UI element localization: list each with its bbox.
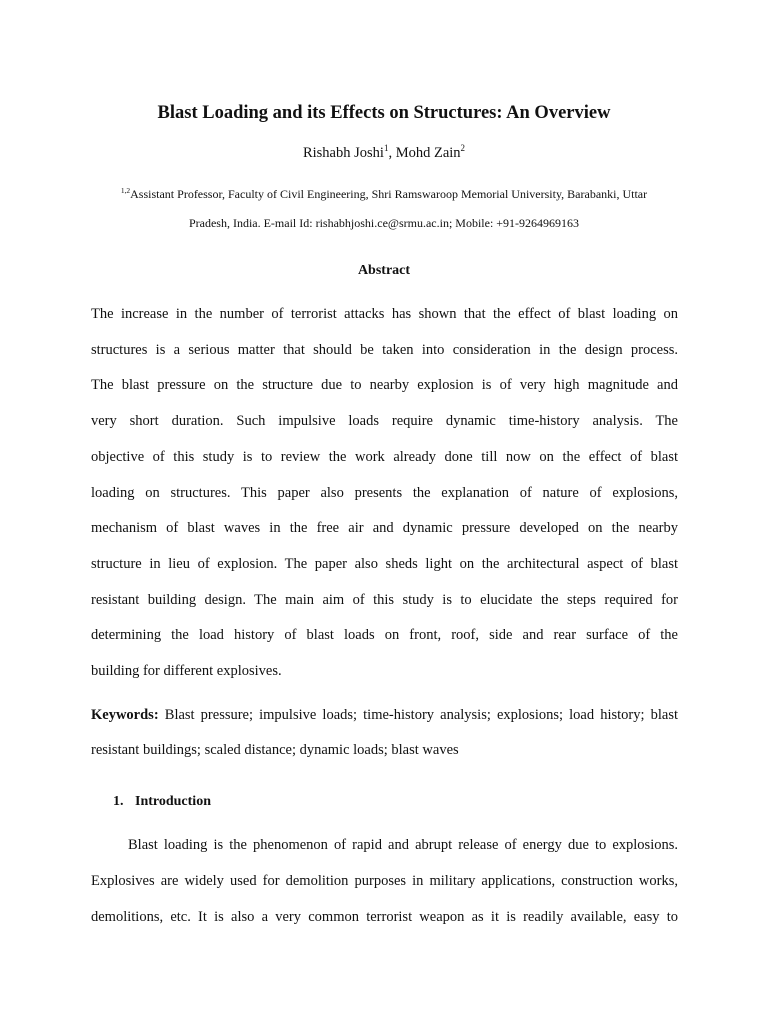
author-line [0,143,768,163]
abstract-line: The blast pressure on the structure due to nearby explosion is of very high magnitude and [91,377,678,393]
author-affiliation-mark: 2 [460,143,466,154]
body-line: demolitions, etc. It is also a very common terrorist weapon as it is readily available, easy to [91,909,678,925]
abstract-line: The increase in the number of terrorist attacks has shown that the effect of blast loading on [91,306,678,322]
paper-title: Blast Loading and its Effects on Structures: An Overview [157,103,611,123]
abstract-heading: Abstract [357,263,411,278]
author-name: Rishabh Joshi [302,145,384,161]
abstract-line: structure in lieu of explosion. The paper also sheds light on the architectural aspect of blast [91,556,678,572]
abstract-line: very short duration. Such impulsive loads require dynamic time-history analysis. The [91,413,678,429]
affiliation-line: Pradesh, India. E-mail Id: rishabhjoshi.ce@srmu.ac.in; Mobile: +91-9264969163 [188,216,580,230]
abstract-line: objective of this study is to review the work already done till now on the effect of blast [91,449,678,465]
section-number: 1. [113,794,124,809]
section-heading-introduction [113,793,211,811]
affiliation-line [90,186,678,202]
abstract-line: resistant building design. The main aim of this study is to elucidate the steps required for [91,592,678,608]
body-line: Explosives are widely used for demolition purposes in military applications, construction works, [91,873,678,889]
keywords-line [91,706,678,724]
abstract-line: mechanism of blast waves in the free air and dynamic pressure developed on the nearby [91,520,678,536]
abstract-line: loading on structures. This paper also presents the explanation of nature of explosions, [91,485,678,501]
author-affiliation-mark: 1 [383,143,389,154]
affiliation-text: Assistant Professor, Faculty of Civil Engineering, Shri Ramswaroop Memorial University, Barabanki, Uttar [130,187,648,201]
abstract-line: structures is a serious matter that should be taken into consideration in the design process. [91,342,678,358]
section-title: Introduction [135,794,211,809]
keywords-text: Blast pressure; impulsive loads; time-history analysis; explosions; load history; blast [158,707,678,723]
author-separator: , [388,145,396,161]
abstract-line: determining the load history of blast loads on front, roof, side and rear surface of the [91,627,678,643]
abstract-line: building for different explosives. [91,663,282,679]
author-name: Mohd Zain [395,145,461,161]
keywords-label: Keywords: [91,707,159,723]
body-line: Blast loading is the phenomenon of rapid and abrupt release of energy due to explosions. [128,837,678,853]
affiliation-mark: 1,2 [120,186,131,195]
keywords-line: resistant buildings; scaled distance; dynamic loads; blast waves [91,742,459,758]
